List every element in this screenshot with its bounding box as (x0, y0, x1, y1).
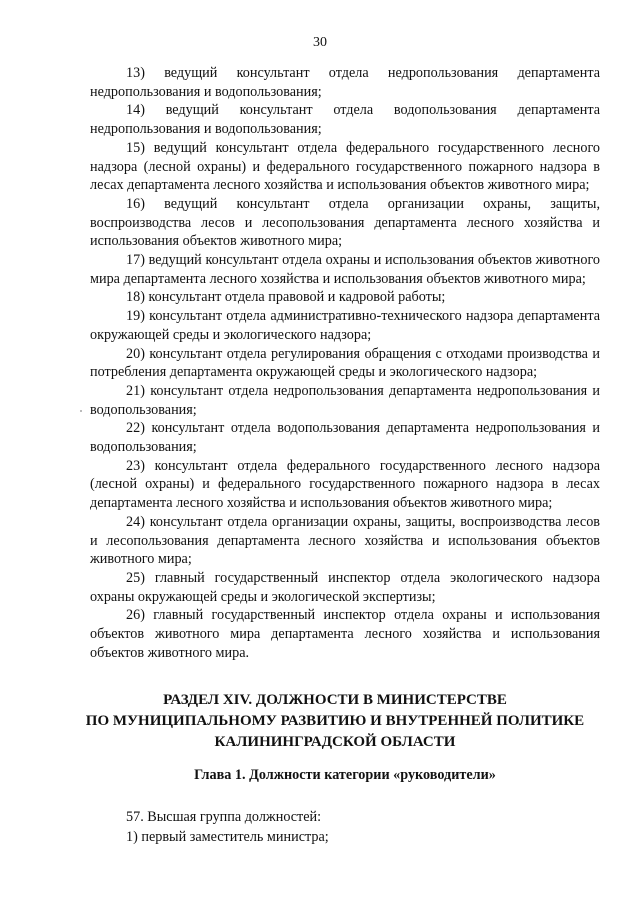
list-item: 17) ведущий консультант отдела охраны и использования объектов животного мира департамента лесного хозяйства и использования объектов животного мира; (90, 252, 600, 287)
group-list (90, 807, 600, 847)
section-title-line: КАЛИНИНГРАДСКОЙ ОБЛАСТИ (214, 734, 456, 750)
list-item: 13) ведущий консультант отдела недропользования департамента недропользования и водопользования; (90, 65, 600, 100)
page-number: 30 (313, 35, 327, 50)
scan-mark (80, 410, 82, 412)
list-item: 57. Высшая группа должностей: (126, 809, 322, 825)
list-item: 19) консультант отдела административно-технического надзора департамента окружающей среды и экологического надзора; (90, 308, 600, 343)
list-item: 16) ведущий консультант отдела организации охраны, защиты, воспроизводства лесов и лесопользования департамента лесного хозяйства и использования объектов животного мира; (90, 195, 600, 250)
section-title-line: ПО МУНИЦИПАЛЬНОМУ РАЗВИТИЮ И ВНУТРЕННЕЙ ПОЛИТИКЕ (85, 713, 585, 729)
position-list (90, 64, 600, 663)
chapter-title: Глава 1. Должности категории «руководители» (194, 767, 496, 783)
section-title (70, 690, 600, 753)
list-item: 25) главный государственный инспектор отдела экологического надзора охраны окружающей среды и экологической экспертизы; (90, 569, 600, 605)
list-item: 21) консультант отдела недропользования департамента недропользования и водопользования; (90, 382, 600, 418)
list-item: 22) консультант отдела водопользования департамента недропользования и водопользования; (90, 420, 600, 456)
list-item: 1) первый заместитель министра; (126, 829, 329, 845)
list-item: 26) главный государственный инспектор отдела охраны и использования объектов животного мира департамента лесного хозяйства и использования объектов животного мира. (90, 607, 600, 661)
section-title-line: РАЗДЕЛ XIV. ДОЛЖНОСТИ В МИНИСТЕРСТВЕ (163, 692, 507, 708)
list-item: 23) консультант отдела федерального государственного лесного надзора (лесной охраны) и федерального государственного пожарного надзора в лесах департамента лесного хозяйства и использования объектов животного мира; (90, 457, 600, 512)
list-item: 15) ведущий консультант отдела федерального государственного лесного надзора (лесной охраны) и федерального государственного пожарного надзора в лесах департамента лесного хозяйства и использования объектов животного мира; (90, 139, 600, 194)
list-item: 18) консультант отдела правовой и кадровой работы; (126, 289, 446, 306)
list-item: 20) консультант отдела регулирования обращения с отходами производства и потребления департамента окружающей среды и экологического надзора; (90, 345, 600, 381)
list-item: 24) консультант отдела организации охраны, защиты, воспроизводства лесов и лесопользования департамента лесного хозяйства и использования объектов животного мира; (90, 513, 600, 568)
list-item: 14) ведущий консультант отдела водопользования департамента недропользования и водопользования; (90, 102, 600, 138)
